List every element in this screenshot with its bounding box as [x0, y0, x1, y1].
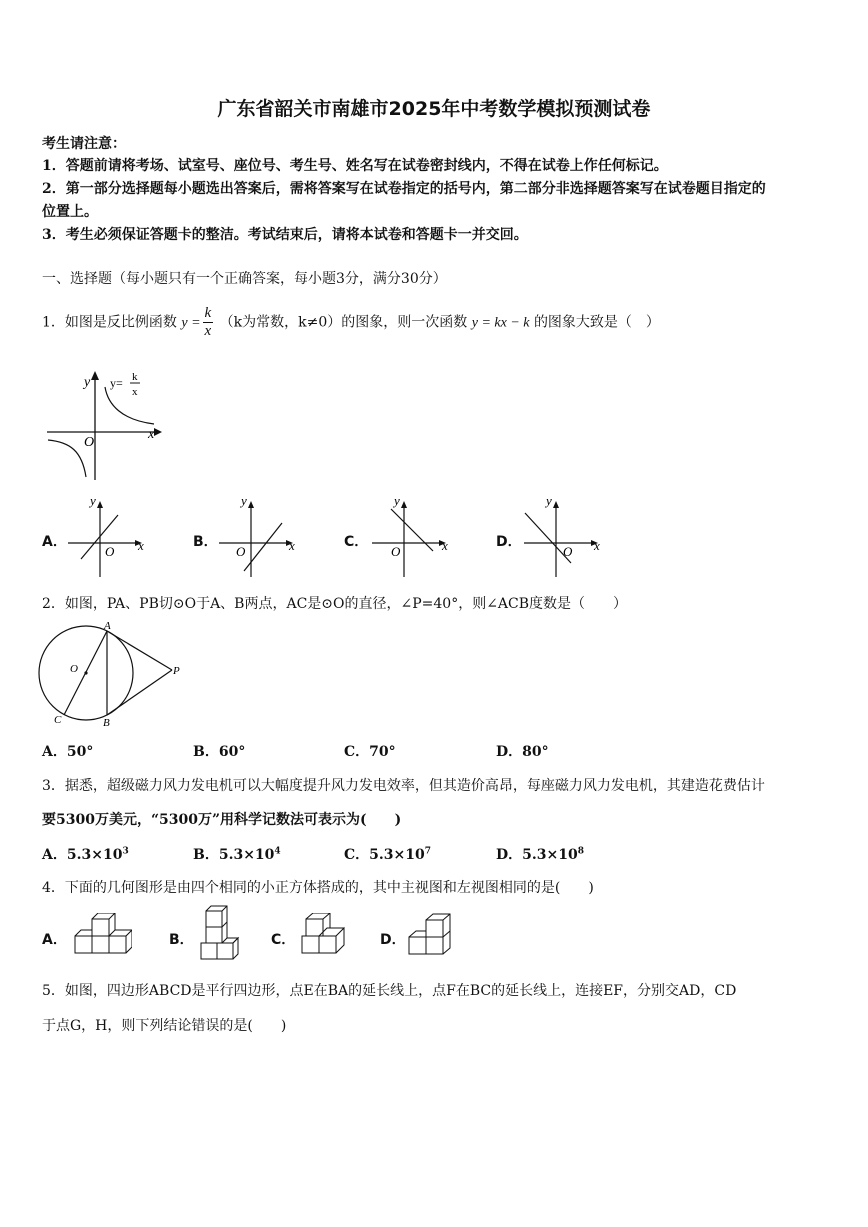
- q4-option-a-cubes[interactable]: [72, 913, 132, 957]
- q2-label-o: O: [70, 663, 78, 675]
- q1-graph-eq-den: x: [132, 386, 138, 398]
- q1-frac-den: x: [204, 323, 212, 339]
- section-heading: 一、选择题（每小题只有一个正确答案，每小题3分，满分30分）: [42, 271, 447, 287]
- svg-text:y: y: [546, 493, 552, 508]
- q2-option-d[interactable]: D．80°: [496, 744, 549, 760]
- page-title: 广东省韶关市南雄市2025年中考数学模拟预测试卷: [217, 98, 651, 120]
- q3-option-c[interactable]: [344, 844, 431, 864]
- svg-text:x: x: [138, 538, 144, 553]
- svg-text:y: y: [241, 493, 247, 508]
- svg-text:y: y: [90, 493, 96, 508]
- question-3-line-2: 要5300万美元，“5300万”用科学记数法可表示为( ): [42, 812, 402, 828]
- note-2: 2．第一部分选择题每小题选出答案后，需将答案写在试卷指定的括号内，第二部分非选择题答案写在试卷题目指定的: [42, 181, 766, 197]
- svg-text:x: x: [442, 538, 448, 553]
- q2-option-a[interactable]: A．50°: [42, 744, 94, 760]
- q4-option-d-cubes[interactable]: [406, 910, 458, 958]
- q1-mid: （k为常数，k≠0）的图象，则一次函数: [219, 314, 468, 331]
- q1-frac-num: k: [204, 305, 212, 321]
- q1-option-d-label[interactable]: D．: [496, 534, 522, 550]
- q2-circle-figure: [36, 618, 186, 728]
- q1-graph-x-label: x: [148, 427, 155, 442]
- q1-option-a-graph[interactable]: [63, 493, 153, 581]
- note-3: 3．考生必须保证答题卡的整洁。考试结束后，请将本试卷和答题卡一并交回。: [42, 227, 528, 243]
- q1-option-c-label[interactable]: C．: [344, 534, 369, 550]
- svg-text:O: O: [563, 544, 573, 559]
- question-5-line-2: 于点G，H，则下列结论错误的是( ): [42, 1018, 287, 1034]
- q1-prefix: 1．如图是反比例函数: [42, 314, 177, 331]
- q3-option-d-exp: 8: [577, 846, 584, 857]
- q3-option-b-base: 5.3×10: [218, 847, 275, 863]
- note-1: 1．答题前请将考场、试室号、座位号、考生号、姓名写在试卷密封线内，不得在试卷上作任何标记。: [42, 158, 668, 174]
- svg-text:y: y: [394, 493, 400, 508]
- q1-option-b-graph[interactable]: [214, 493, 304, 581]
- q1-option-c-graph[interactable]: [367, 493, 457, 581]
- svg-text:O: O: [105, 544, 115, 559]
- svg-text:O: O: [236, 544, 246, 559]
- q3-option-a-label: A．: [42, 847, 67, 863]
- q1-option-a-label[interactable]: A．: [42, 534, 67, 550]
- note-2-cont: 位置上。: [42, 204, 98, 220]
- q4-option-d-label[interactable]: D．: [380, 932, 406, 948]
- q1-graph-eq: y=: [110, 376, 123, 390]
- q2-label-b: B: [103, 717, 110, 728]
- q4-option-b-cubes[interactable]: [196, 905, 242, 963]
- q2-option-b[interactable]: B．60°: [193, 744, 246, 760]
- question-5-line-1: 5．如图，四边形ABCD是平行四边形，点E在BA的延长线上，点F在BC的延长线上，连接EF，分别交AD，CD: [42, 983, 737, 999]
- q3-option-a-base: 5.3×10: [66, 847, 123, 863]
- q1-option-b-label[interactable]: B．: [193, 534, 218, 550]
- q3-option-a[interactable]: [42, 844, 129, 864]
- question-3-line-1: 3．据悉，超级磁力风力发电机可以大幅度提升风力发电效率，但其造价高昂，每座磁力风力发电机，其建造花费估计: [42, 778, 765, 794]
- q1-graph-y-label: y: [84, 375, 91, 390]
- q3-option-a-exp: 3: [122, 846, 129, 857]
- q3-option-d[interactable]: [496, 844, 584, 864]
- q1-option-d-graph[interactable]: [519, 493, 609, 581]
- q3-option-d-base: 5.3×10: [522, 847, 578, 863]
- q1-yeq: y =: [181, 315, 201, 331]
- q3-option-c-label: C．: [344, 847, 370, 863]
- notes-heading: 考生请注意：: [42, 136, 126, 152]
- q1-hyperbola-graph: [42, 365, 167, 483]
- svg-text:x: x: [594, 538, 600, 553]
- q3-option-b-exp: 4: [274, 846, 281, 857]
- q3-option-c-base: 5.3×10: [369, 847, 425, 863]
- q4-option-c-label[interactable]: C．: [271, 932, 296, 948]
- q4-option-a-label[interactable]: A．: [42, 932, 67, 948]
- svg-text:O: O: [391, 544, 401, 559]
- q1-graph-eq-num: k: [132, 371, 138, 383]
- q3-option-c-exp: 7: [424, 846, 431, 857]
- q1-graph-origin: O: [84, 435, 95, 450]
- q1-fraction: [203, 305, 214, 340]
- q4-option-b-label[interactable]: B．: [169, 932, 194, 948]
- q1-suffix: 的图象大致是（ ）: [533, 314, 660, 331]
- q3-option-b-label: B．: [193, 847, 219, 863]
- q2-option-c[interactable]: C．70°: [344, 744, 396, 760]
- q2-label-a: A: [104, 620, 111, 632]
- question-2-text: 2．如图，PA、PB切⊙O于A、B两点，AC是⊙O的直径，∠P=40°，则∠ACB度数是（ ）: [42, 596, 628, 612]
- q2-label-p: P: [173, 665, 180, 677]
- svg-text:x: x: [289, 538, 295, 553]
- question-4-text: 4．下面的几何图形是由四个相同的小正方体搭成的，其中主视图和左视图相同的是( ): [42, 880, 594, 896]
- q3-option-b[interactable]: [193, 844, 281, 864]
- q2-label-c: C: [54, 714, 62, 726]
- question-1-text: [42, 305, 660, 341]
- q4-option-c-cubes[interactable]: [299, 913, 351, 957]
- q1-linear: y = kx − k: [471, 315, 530, 331]
- q3-option-d-label: D．: [496, 847, 523, 863]
